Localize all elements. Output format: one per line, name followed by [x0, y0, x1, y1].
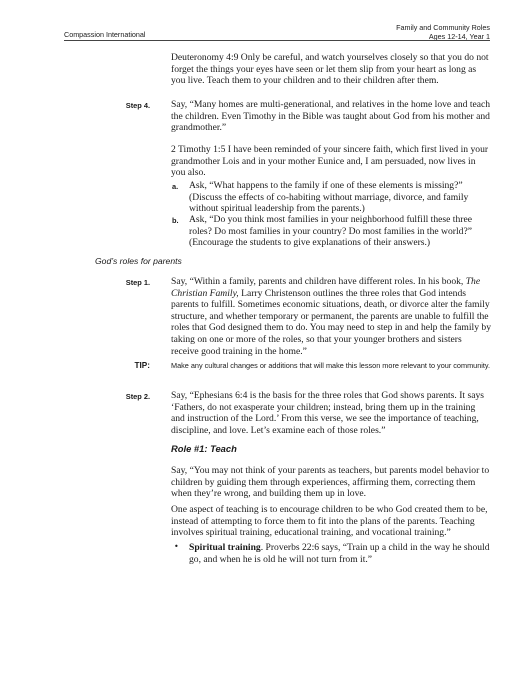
step1-label: Step 1. [125, 278, 150, 287]
step1-text-post: Larry Christenson outlines the three roles that God intends parents to fulfill. Sometimes economic situations, death, or divorce alter the family structure, and whether temporary or permanent, the parents are unable to fulfill the roles that God designed them to do. You may need to step in and help the family by taking on one or more of the roles, so that your younger brothers and sisters receive good training in the home.” [171, 287, 492, 357]
header-course [396, 23, 490, 41]
bullet-item [189, 542, 493, 565]
section-heading: God’s roles for parents [95, 256, 182, 266]
step4-label: Step 4. [125, 101, 150, 110]
timothy-quote: 2 Timothy 1:5 I have been reminded of your sincere faith, which first lived in your grandmother Lois and in your mother Eunice and, I am persuaded, now lives in you also. [171, 144, 489, 179]
item-a-text: Ask, “What happens to the family if one of these elements is missing?” (Discuss the effects of co-habiting without marriage, divorce, and family without spiritual leadership from the parents.) [189, 180, 469, 215]
step1-text [171, 276, 491, 357]
header-divider [64, 40, 490, 41]
header-course-title: Family and Community Roles [396, 23, 490, 32]
step1-book-title: The Christian Family, [171, 276, 481, 299]
role-paragraph-2: One aspect of teaching is to encourage children to be who God created them to be, instead of attempting to force them to fit into the plans of the parents. Teaching involves spiritual training, educational training, and vocational training.” [171, 504, 488, 539]
header-course-level: Ages 12-14, Year 1 [428, 32, 490, 41]
bullet-text: . Proverbs 22:6 says, “Train up a child in the way he should go, and when he is old he will not turn from it.” [189, 542, 490, 565]
role-paragraph-1: Say, “You may not think of your parents as teachers, but parents model behavior to children by guiding them through experiences, affirming them, correcting them when they’re wrong, and building them up in love. [171, 465, 490, 500]
header-org: Compassion International [64, 30, 146, 39]
item-b-label: b. [172, 216, 179, 225]
step2-label: Step 2. [125, 392, 150, 401]
tip-label: TIP: [134, 361, 150, 370]
step1-text-pre: Say, “Within a family, parents and children have different roles. In his book, [171, 276, 466, 287]
step2-text: Say, “Ephesians 6:4 is the basis for the three roles that God shows parents. It says ‘Fathers, do not exasperate your children; instead, bring them up in the training and instruction of the Lord.’ From this verse, we see the importance of teaching, discipline, and love. Let’s examine each of those roles.” [171, 390, 484, 436]
tip-text: Make any cultural changes or additions that will make this lesson more relevant to your community. [171, 361, 491, 370]
step4-text: Say, “Many homes are multi-generational, and relatives in the home love and teach the children. Even Timothy in the Bible was taught about God from his mother and grandmother.” [171, 99, 491, 134]
item-a-label: a. [172, 182, 179, 191]
role-heading: Role #1: Teach [171, 443, 237, 454]
deuteronomy-quote: Deuteronomy 4:9 Only be careful, and watch yourselves closely so that you do not forget the things your eyes have seen or let them slip from your heart as long as you live. Teach them to your children and to their children after them. [171, 52, 489, 87]
bullet-icon: • [174, 542, 179, 551]
item-b-text: Ask, “Do you think most families in your neighborhood fulfill these three roles? Do most families in your country? Do most families in the world?” (Encourage the students to give explanations of their answers.) [189, 214, 472, 249]
bullet-bold-term: Spiritual training [189, 542, 261, 553]
